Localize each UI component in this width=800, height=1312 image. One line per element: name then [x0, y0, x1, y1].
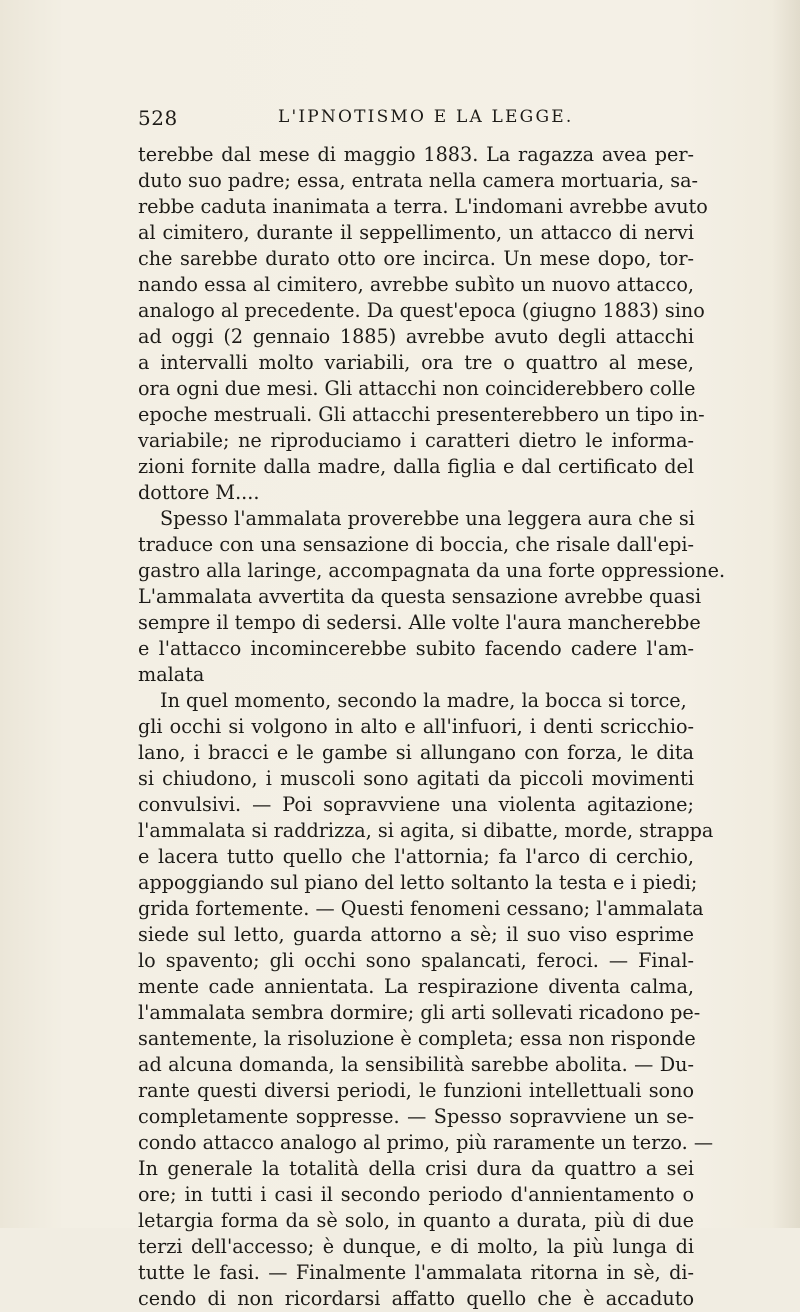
- running-title: L'IPNOTISMO E LA LEGGE.: [278, 107, 574, 127]
- text-line: letargia forma da sè solo, in quanto a durata, più di due: [138, 1209, 694, 1232]
- text-line: terebbe dal mese di maggio 1883. La ragazza avea per-: [138, 143, 694, 166]
- text-line: L'ammalata avvertita da questa sensazione avrebbe quasi: [138, 585, 702, 608]
- text-line: al cimitero, durante il seppellimento, un attacco di nervi: [138, 221, 694, 244]
- text-line: completamente soppresse. — Spesso sopravviene un se-: [138, 1105, 694, 1128]
- text-line: traduce con una sensazione di boccia, che risale dall'epi-: [138, 533, 694, 556]
- text-line: che sarebbe durato otto ore incirca. Un mese dopo, tor-: [138, 247, 694, 270]
- text-line: lano, i bracci e le gambe si allungano con forza, le dita: [138, 741, 694, 764]
- text-line: grida fortemente. — Questi fenomeni cessano; l'ammalata: [138, 897, 704, 920]
- page-header: [138, 106, 678, 132]
- text-line: condo attacco analogo al primo, più raramente un terzo. —: [138, 1131, 714, 1154]
- text-line: epoche mestruali. Gli attacchi presenterebbero un tipo in-: [138, 403, 705, 426]
- text-line: sempre il tempo di sedersi. Alle volte l'aura mancherebbe: [138, 611, 701, 634]
- text-line: convulsivi. — Poi sopravviene una violenta agitazione;: [138, 793, 694, 816]
- text-line: dottore M....: [138, 481, 260, 504]
- text-line: ad oggi (2 gennaio 1885) avrebbe avuto degli attacchi: [138, 325, 694, 348]
- text-line: nando essa al cimitero, avrebbe subìto un nuovo attacco,: [138, 273, 694, 296]
- text-line: santemente, la risoluzione è completa; essa non risponde: [138, 1027, 696, 1050]
- text-line: cendo di non ricordarsi affatto quello che è accaduto: [138, 1287, 694, 1310]
- text-line: a intervalli molto variabili, ora tre o quattro al mese,: [138, 351, 694, 374]
- text-line: tutte le fasi. — Finalmente l'ammalata ritorna in sè, di-: [138, 1261, 694, 1284]
- text-line: analogo al precedente. Da quest'epoca (giugno 1883) sino: [138, 299, 705, 322]
- text-line: malata: [138, 663, 205, 686]
- text-line: rebbe caduta inanimata a terra. L'indomani avrebbe avuto: [138, 195, 708, 218]
- text-line: ad alcuna domanda, la sensibilità sarebbe abolita. — Du-: [138, 1053, 694, 1076]
- text-line: ora ogni due mesi. Gli attacchi non coinciderebbero colle: [138, 377, 696, 400]
- text-line: variabile; ne riproduciamo i caratteri dietro le informa-: [138, 429, 694, 452]
- text-line: si chiudono, i muscoli sono agitati da piccoli movimenti: [138, 767, 694, 790]
- text-line: In generale la totalità della crisi dura da quattro a sei: [138, 1157, 694, 1180]
- text-line: rante questi diversi periodi, le funzioni intellettuali sono: [138, 1079, 694, 1102]
- text-line: terzi dell'accesso; è dunque, e di molto, la più lunga di: [138, 1235, 694, 1258]
- text-line: In quel momento, secondo la madre, la bocca si torce,: [160, 689, 687, 712]
- text-line: l'ammalata si raddrizza, si agita, si dibatte, morde, strappa: [138, 819, 714, 842]
- text-line: appoggiando sul piano del letto soltanto la testa e i piedi;: [138, 871, 698, 894]
- page-edge-shadow: [772, 0, 800, 1228]
- text-line: l'ammalata sembra dormire; gli arti sollevati ricadono pe-: [138, 1001, 701, 1024]
- text-line: gli occhi si volgono in alto e all'infuori, i denti scricchio-: [138, 715, 694, 738]
- text-line: Spesso l'ammalata proverebbe una leggera aura che si: [160, 507, 695, 530]
- page-number: 528: [138, 106, 178, 130]
- text-line: e lacera tutto quello che l'attornia; fa l'arco di cerchio,: [138, 845, 694, 868]
- text-line: mente cade annientata. La respirazione diventa calma,: [138, 975, 694, 998]
- text-line: duto suo padre; essa, entrata nella camera mortuaria, sa-: [138, 169, 699, 192]
- text-line: siede sul letto, guarda attorno a sè; il suo viso esprime: [138, 923, 694, 946]
- text-line: lo spavento; gli occhi sono spalancati, feroci. — Final-: [138, 949, 694, 972]
- text-line: gastro alla laringe, accompagnata da una forte oppressione.: [138, 559, 726, 582]
- text-line: ore; in tutti i casi il secondo periodo d'annientamento o: [138, 1183, 694, 1206]
- text-line: e l'attacco incomincerebbe subito facendo cadere l'am-: [138, 637, 694, 660]
- text-line: zioni fornite dalla madre, dalla figlia e dal certificato del: [138, 455, 694, 478]
- body-text: [138, 142, 726, 1312]
